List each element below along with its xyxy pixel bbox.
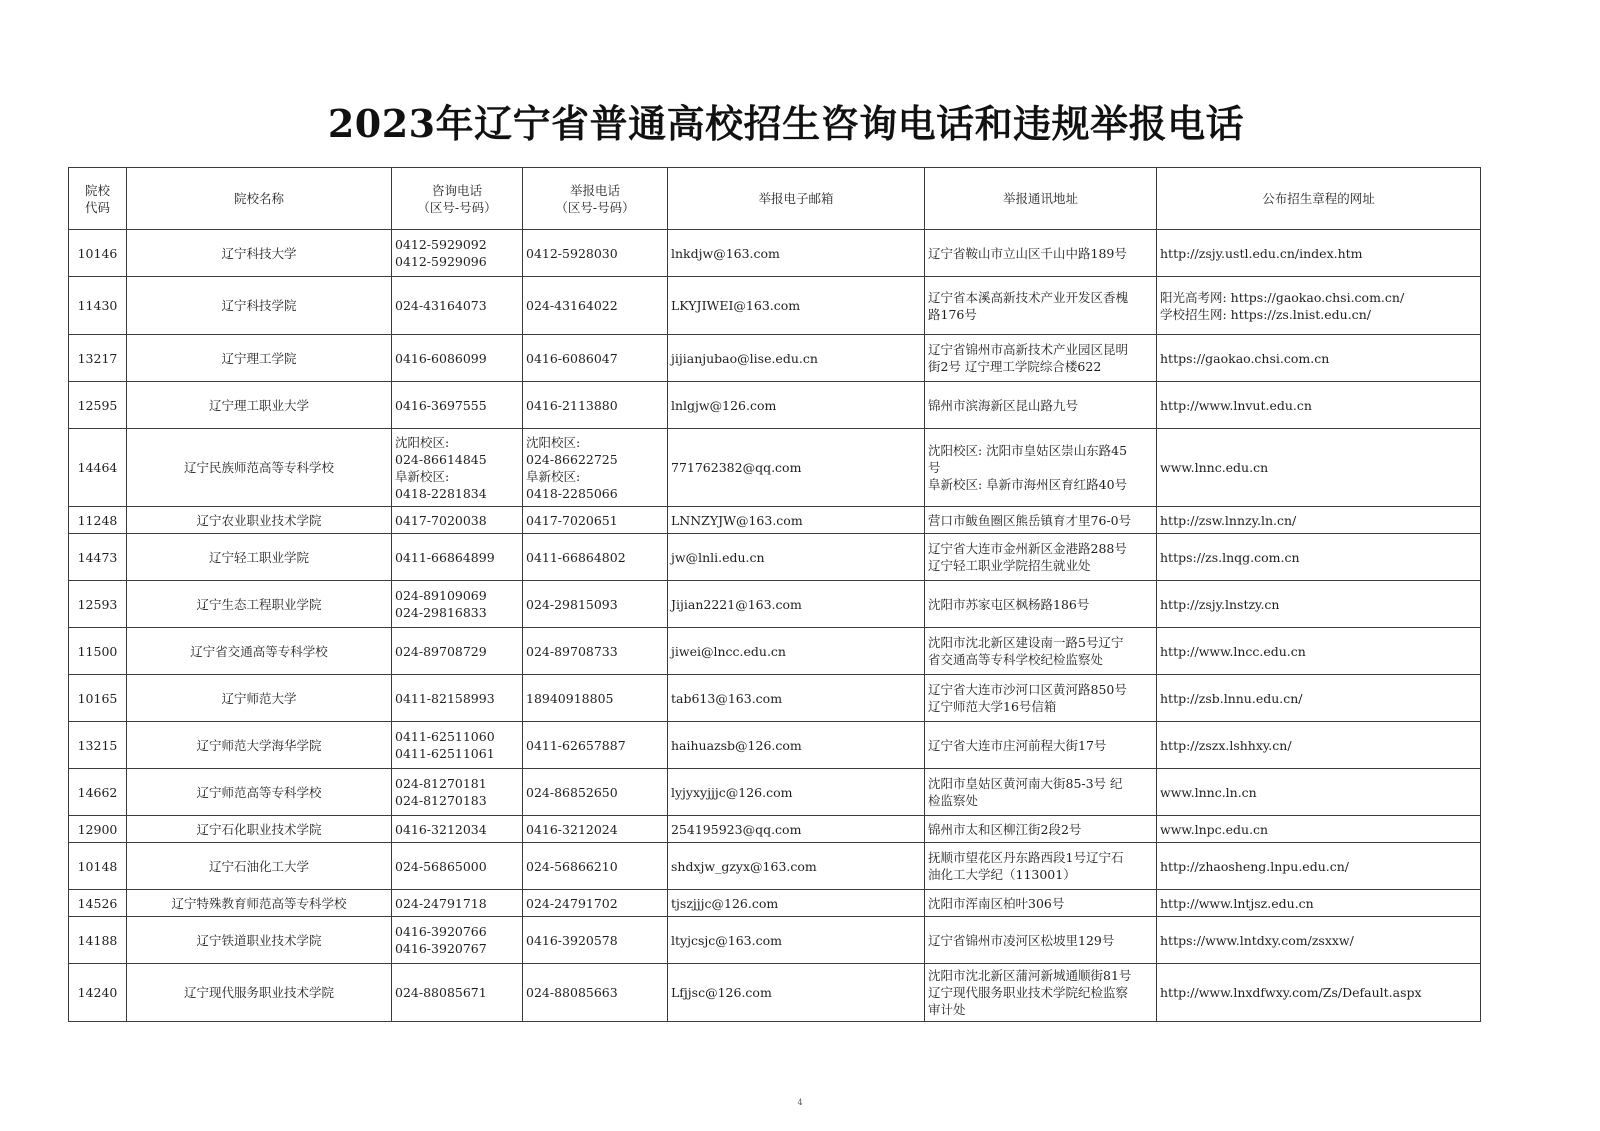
report-phone-cell-line: 024-88085663	[526, 985, 618, 1000]
consult-phone-cell-line: 024-56865000	[395, 858, 487, 874]
page-title: 2023年辽宁省普通高校招生咨询电话和违规举报电话	[327, 101, 1245, 146]
report-address-cell	[925, 890, 1157, 917]
report-address-cell	[925, 277, 1157, 335]
consult-phone-cell-line: 0411-66864899	[395, 549, 495, 565]
report-phone-cell	[523, 890, 668, 917]
consult-phone-cell-line: 024-89708729	[395, 643, 487, 659]
report-email-cell: shdxjw_gzyx@163.com	[668, 843, 925, 890]
consult-phone-cell	[392, 675, 523, 722]
report-email-cell: Lfjjsc@126.com	[668, 964, 925, 1022]
report-address-cell-line: 审计处	[928, 1002, 966, 1017]
admission-url-cell-line: https://www.lntdxy.com/zsxxw/	[1160, 932, 1354, 948]
report-phone-cell-line: 024-56866210	[526, 858, 618, 874]
table-header-row	[69, 168, 1481, 230]
admission-url-cell-line: http://zszx.lshhxy.cn/	[1160, 737, 1292, 753]
report-phone-cell	[523, 964, 668, 1022]
report-phone-cell	[523, 230, 668, 277]
report-phone-cell-line: 0416-2113880	[526, 397, 618, 413]
report-email-cell: 254195923@qq.com	[668, 816, 925, 843]
consult-phone-cell-line: 024-81270183	[395, 793, 487, 808]
report-email-cell: LNNZYJW@163.com	[668, 507, 925, 534]
consult-phone-cell	[392, 769, 523, 816]
report-phone-cell	[523, 769, 668, 816]
consult-phone-cell-line: 024-29816833	[395, 605, 487, 620]
consult-phone-cell	[392, 581, 523, 628]
report-email-cell: tab613@163.com	[668, 675, 925, 722]
school-code-cell: 13217	[69, 335, 127, 382]
report-email-cell: haihuazsb@126.com	[668, 722, 925, 769]
header-line: （区号-号码）	[555, 199, 635, 215]
school-name-cell: 辽宁石油化工大学	[127, 843, 392, 890]
report-phone-cell	[523, 382, 668, 429]
table-row	[69, 890, 1481, 917]
report-address-cell-line: 抚顺市望花区丹东路西段1号辽宁石	[928, 850, 1124, 865]
admission-url-cell-line: www.lnnc.edu.cn	[1160, 460, 1269, 475]
header-line: 院校名称	[233, 191, 284, 206]
report-address-cell-line: 检监察处	[928, 793, 979, 808]
admission-url-cell	[1157, 843, 1481, 890]
school-name-cell: 辽宁生态工程职业学院	[127, 581, 392, 628]
school-code-cell: 10146	[69, 230, 127, 277]
consult-phone-cell-line: 沈阳校区:	[395, 434, 450, 450]
admission-url-cell	[1157, 230, 1481, 277]
report-phone-cell-line: 阜新校区:	[526, 468, 581, 484]
report-email-cell: LKYJIWEI@163.com	[668, 277, 925, 335]
admission-url-cell	[1157, 429, 1481, 507]
school-name-cell: 辽宁科技学院	[127, 277, 392, 335]
report-address-cell	[925, 429, 1157, 507]
report-address-cell	[925, 507, 1157, 534]
admission-url-cell	[1157, 816, 1481, 843]
school-name-cell: 辽宁理工职业大学	[127, 382, 392, 429]
consult-phone-cell-line: 0416-3697555	[395, 397, 487, 413]
report-email-cell: jijianjubao@lise.edu.cn	[668, 335, 925, 382]
consult-phone-cell-line: 024-89109069	[395, 588, 487, 603]
admission-url-cell	[1157, 507, 1481, 534]
header-report-email	[668, 168, 925, 230]
report-phone-cell-line: 0412-5928030	[526, 245, 618, 261]
report-address-cell-line: 辽宁省锦州市高新技术产业园区昆明	[928, 342, 1129, 357]
table-row	[69, 628, 1481, 675]
consult-phone-cell-line: 0412-5929092	[395, 237, 487, 252]
school-code-cell: 12593	[69, 581, 127, 628]
report-email-cell: jw@lnli.edu.cn	[668, 534, 925, 581]
report-address-cell	[925, 722, 1157, 769]
consult-phone-cell-line: 0416-3920767	[395, 941, 487, 956]
admission-url-cell	[1157, 534, 1481, 581]
header-line: 举报电话	[569, 182, 620, 198]
consult-phone-cell-line: 024-43164073	[395, 298, 487, 313]
report-address-cell-line: 沈阳市苏家屯区枫杨路186号	[928, 596, 1090, 612]
school-name-cell: 辽宁农业职业技术学院	[127, 507, 392, 534]
report-address-cell	[925, 769, 1157, 816]
report-address-cell-line: 辽宁省锦州市凌河区松坡里129号	[928, 932, 1115, 948]
report-phone-cell-line: 0416-3920578	[526, 932, 618, 948]
report-address-cell-line: 辽宁省鞍山市立山区千山中路189号	[928, 245, 1127, 261]
header-consult-phone	[392, 168, 523, 230]
school-name-cell: 辽宁民族师范高等专科学校	[127, 429, 392, 507]
report-address-cell-line: 营口市鲅鱼圈区熊岳镇育才里76-0号	[928, 512, 1132, 528]
report-address-cell-line: 锦州市滨海新区昆山路九号	[928, 397, 1079, 413]
report-phone-cell	[523, 628, 668, 675]
report-address-cell-line: 号	[928, 460, 941, 475]
header-code	[69, 168, 127, 230]
report-address-cell-line: 辽宁省本溪高新技术产业开发区香槐	[928, 289, 1129, 305]
admission-url-cell	[1157, 769, 1481, 816]
consult-phone-cell-line: 0417-7020038	[395, 512, 487, 528]
report-phone-cell-line: 024-24791702	[526, 895, 618, 911]
header-line: 举报通讯地址	[1002, 191, 1078, 206]
school-name-cell: 辽宁轻工职业学院	[127, 534, 392, 581]
report-phone-cell-line: 沈阳校区:	[526, 434, 581, 450]
consult-phone-cell-line: 0416-3212034	[395, 821, 487, 837]
admission-url-cell	[1157, 277, 1481, 335]
table-row	[69, 429, 1481, 507]
report-phone-cell	[523, 277, 668, 335]
report-email-cell: jiwei@lncc.edu.cn	[668, 628, 925, 675]
school-code-cell: 14188	[69, 917, 127, 964]
school-code-cell: 14526	[69, 890, 127, 917]
school-code-cell: 11248	[69, 507, 127, 534]
report-phone-cell	[523, 843, 668, 890]
report-phone-cell-line: 0416-3212024	[526, 821, 618, 837]
report-address-cell	[925, 335, 1157, 382]
consult-phone-cell	[392, 534, 523, 581]
report-address-cell-line: 锦州市太和区柳江街2段2号	[928, 821, 1082, 837]
report-phone-cell-line: 024-29815093	[526, 596, 618, 612]
admission-url-cell	[1157, 628, 1481, 675]
table-row	[69, 277, 1481, 335]
table-row	[69, 722, 1481, 769]
admission-url-cell-line: https://gaokao.chsi.com.cn	[1160, 350, 1330, 366]
school-name-cell: 辽宁师范大学	[127, 675, 392, 722]
report-address-cell	[925, 843, 1157, 890]
admission-url-cell	[1157, 335, 1481, 382]
report-address-cell	[925, 964, 1157, 1022]
admission-url-cell-line: 阳光高考网: https://gaokao.chsi.com.cn/	[1160, 289, 1405, 305]
consult-phone-cell-line: 0418-2281834	[395, 485, 487, 501]
contact-table	[68, 167, 1481, 1022]
report-phone-cell-line: 18940918805	[526, 690, 614, 706]
table-row	[69, 534, 1481, 581]
header-line: 举报电子邮箱	[758, 191, 834, 206]
admission-url-cell	[1157, 722, 1481, 769]
report-address-cell-line: 沈阳市皇姑区黄河南大街85-3号 纪	[928, 776, 1123, 791]
admission-url-cell-line: 学校招生网: https://zs.lnist.edu.cn/	[1160, 306, 1371, 322]
school-name-cell: 辽宁理工学院	[127, 335, 392, 382]
admission-url-cell-line: http://www.lncc.edu.cn	[1160, 643, 1306, 659]
report-address-cell-line: 辽宁轻工职业学院招生就业处	[928, 558, 1091, 573]
report-phone-cell-line: 024-86852650	[526, 784, 618, 800]
consult-phone-cell-line: 024-86614845	[395, 451, 487, 467]
report-email-cell: tjszjjjc@126.com	[668, 890, 925, 917]
report-address-cell	[925, 581, 1157, 628]
consult-phone-cell-line: 阜新校区:	[395, 468, 450, 484]
table-row	[69, 964, 1481, 1022]
header-report-address	[925, 168, 1157, 230]
report-email-cell: ltyjcsjc@163.com	[668, 917, 925, 964]
report-address-cell-line: 阜新校区: 阜新市海州区育红路40号	[928, 477, 1128, 492]
school-code-cell: 12900	[69, 816, 127, 843]
report-phone-cell-line: 024-86622725	[526, 451, 618, 467]
header-line: 公布招生章程的网址	[1262, 191, 1375, 206]
report-phone-cell	[523, 722, 668, 769]
admission-url-cell	[1157, 382, 1481, 429]
consult-phone-cell	[392, 335, 523, 382]
school-name-cell: 辽宁石化职业技术学院	[127, 816, 392, 843]
report-address-cell-line: 街2号 辽宁理工学院综合楼622	[928, 359, 1102, 374]
report-address-cell	[925, 917, 1157, 964]
report-phone-cell	[523, 429, 668, 507]
report-address-cell-line: 沈阳市浑南区柏叶306号	[928, 895, 1065, 911]
school-code-cell: 12595	[69, 382, 127, 429]
report-address-cell-line: 辽宁现代服务职业技术学院纪检监察	[928, 985, 1129, 1000]
consult-phone-cell-line: 0411-82158993	[395, 690, 495, 706]
header-line: 院校	[84, 182, 110, 198]
school-name-cell: 辽宁铁道职业技术学院	[127, 917, 392, 964]
report-phone-cell-line: 0418-2285066	[526, 485, 618, 501]
report-email-cell: lnlgjw@126.com	[668, 382, 925, 429]
table-row	[69, 843, 1481, 890]
school-name-cell: 辽宁科技大学	[127, 230, 392, 277]
report-address-cell	[925, 230, 1157, 277]
consult-phone-cell	[392, 277, 523, 335]
table-row	[69, 675, 1481, 722]
header-line: 代码	[84, 199, 110, 215]
report-address-cell-line: 路176号	[928, 306, 977, 322]
consult-phone-cell	[392, 816, 523, 843]
report-address-cell	[925, 675, 1157, 722]
school-name-cell: 辽宁现代服务职业技术学院	[127, 964, 392, 1022]
table-row	[69, 230, 1481, 277]
admission-url-cell-line: http://zsjy.lnstzy.cn	[1160, 596, 1280, 612]
report-address-cell-line: 沈阳市沈北新区建设南一路5号辽宁	[928, 635, 1124, 650]
header-line: 咨询电话	[431, 182, 482, 198]
report-email-cell: 771762382@qq.com	[668, 429, 925, 507]
report-phone-cell-line: 0417-7020651	[526, 512, 618, 528]
consult-phone-cell	[392, 230, 523, 277]
report-address-cell	[925, 816, 1157, 843]
report-address-cell	[925, 534, 1157, 581]
admission-url-cell-line: https://zs.lnqg.com.cn	[1160, 549, 1300, 565]
report-phone-cell-line: 024-43164022	[526, 298, 618, 313]
table-row	[69, 917, 1481, 964]
table-row	[69, 581, 1481, 628]
school-code-cell: 10165	[69, 675, 127, 722]
admission-url-cell-line: http://zsjy.ustl.edu.cn/index.htm	[1160, 245, 1363, 261]
table-row	[69, 816, 1481, 843]
report-address-cell	[925, 382, 1157, 429]
admission-url-cell	[1157, 890, 1481, 917]
consult-phone-cell-line: 0411-62511061	[395, 746, 495, 761]
admission-url-cell	[1157, 917, 1481, 964]
admission-url-cell	[1157, 675, 1481, 722]
school-code-cell: 13215	[69, 722, 127, 769]
school-code-cell: 11500	[69, 628, 127, 675]
consult-phone-cell	[392, 917, 523, 964]
admission-url-cell-line: http://zsw.lnnzy.ln.cn/	[1160, 512, 1297, 528]
admission-url-cell	[1157, 964, 1481, 1022]
table-row	[69, 382, 1481, 429]
report-phone-cell-line: 0411-66864802	[526, 549, 626, 565]
report-address-cell-line: 辽宁师范大学16号信箱	[928, 699, 1057, 714]
admission-url-cell-line: http://www.lntjsz.edu.cn	[1160, 895, 1314, 911]
table-row	[69, 335, 1481, 382]
consult-phone-cell	[392, 382, 523, 429]
admission-url-cell-line: http://www.lnxdfwxy.com/Zs/Default.aspx	[1160, 985, 1422, 1000]
consult-phone-cell	[392, 507, 523, 534]
report-phone-cell	[523, 675, 668, 722]
school-code-cell: 14473	[69, 534, 127, 581]
admission-url-cell-line: www.lnnc.ln.cn	[1160, 784, 1257, 800]
report-phone-cell	[523, 581, 668, 628]
report-address-cell-line: 辽宁省大连市庄河前程大街17号	[928, 737, 1107, 753]
admission-url-cell	[1157, 581, 1481, 628]
consult-phone-cell-line: 0416-3920766	[395, 924, 487, 939]
report-address-cell	[925, 628, 1157, 675]
report-address-cell-line: 沈阳校区: 沈阳市皇姑区崇山东路45	[928, 443, 1128, 458]
page-number: 4	[797, 1098, 803, 1107]
report-phone-cell	[523, 335, 668, 382]
admission-url-cell-line: http://www.lnvut.edu.cn	[1160, 397, 1312, 413]
report-phone-cell	[523, 816, 668, 843]
school-code-cell: 10148	[69, 843, 127, 890]
school-name-cell: 辽宁省交通高等专科学校	[127, 628, 392, 675]
report-email-cell: lnkdjw@163.com	[668, 230, 925, 277]
report-address-cell-line: 辽宁省大连市金州新区金港路288号	[928, 541, 1127, 556]
school-name-cell: 辽宁师范大学海华学院	[127, 722, 392, 769]
header-report-phone	[523, 168, 668, 230]
report-phone-cell-line: 024-89708733	[526, 643, 618, 659]
consult-phone-cell-line: 0411-62511060	[395, 729, 495, 744]
consult-phone-cell-line: 024-81270181	[395, 776, 487, 791]
consult-phone-cell-line: 024-24791718	[395, 895, 487, 911]
report-address-cell-line: 沈阳市沈北新区蒲河新城通顺街81号	[928, 968, 1132, 983]
table-row	[69, 769, 1481, 816]
school-code-cell: 14662	[69, 769, 127, 816]
header-admission-url	[1157, 168, 1481, 230]
admission-url-cell-line: http://zsb.lnnu.edu.cn/	[1160, 690, 1303, 706]
consult-phone-cell	[392, 890, 523, 917]
school-code-cell: 14464	[69, 429, 127, 507]
school-code-cell: 11430	[69, 277, 127, 335]
contact-table-container	[68, 167, 1480, 1022]
consult-phone-cell	[392, 843, 523, 890]
table-body	[69, 230, 1481, 1022]
consult-phone-cell	[392, 429, 523, 507]
consult-phone-cell	[392, 722, 523, 769]
report-email-cell: lyjyxyjjjc@126.com	[668, 769, 925, 816]
report-phone-cell	[523, 507, 668, 534]
report-phone-cell	[523, 917, 668, 964]
consult-phone-cell	[392, 628, 523, 675]
header-school-name	[127, 168, 392, 230]
report-address-cell-line: 省交通高等专科学校纪检监察处	[928, 652, 1104, 667]
report-email-cell: Jijian2221@163.com	[668, 581, 925, 628]
school-name-cell: 辽宁特殊教育师范高等专科学校	[127, 890, 392, 917]
report-phone-cell-line: 0416-6086047	[526, 350, 618, 366]
admission-url-cell-line: www.lnpc.edu.cn	[1160, 821, 1269, 837]
report-phone-cell-line: 0411-62657887	[526, 737, 626, 753]
consult-phone-cell-line: 024-88085671	[395, 985, 487, 1000]
table-row	[69, 507, 1481, 534]
consult-phone-cell-line: 0412-5929096	[395, 254, 487, 269]
school-name-cell: 辽宁师范高等专科学校	[127, 769, 392, 816]
school-code-cell: 14240	[69, 964, 127, 1022]
report-address-cell-line: 辽宁省大连市沙河口区黄河路850号	[928, 682, 1127, 697]
consult-phone-cell	[392, 964, 523, 1022]
report-address-cell-line: 油化工大学纪（113001）	[928, 867, 1076, 882]
header-line: （区号-号码）	[417, 199, 497, 215]
report-phone-cell	[523, 534, 668, 581]
consult-phone-cell-line: 0416-6086099	[395, 350, 487, 366]
admission-url-cell-line: http://zhaosheng.lnpu.edu.cn/	[1160, 858, 1349, 874]
